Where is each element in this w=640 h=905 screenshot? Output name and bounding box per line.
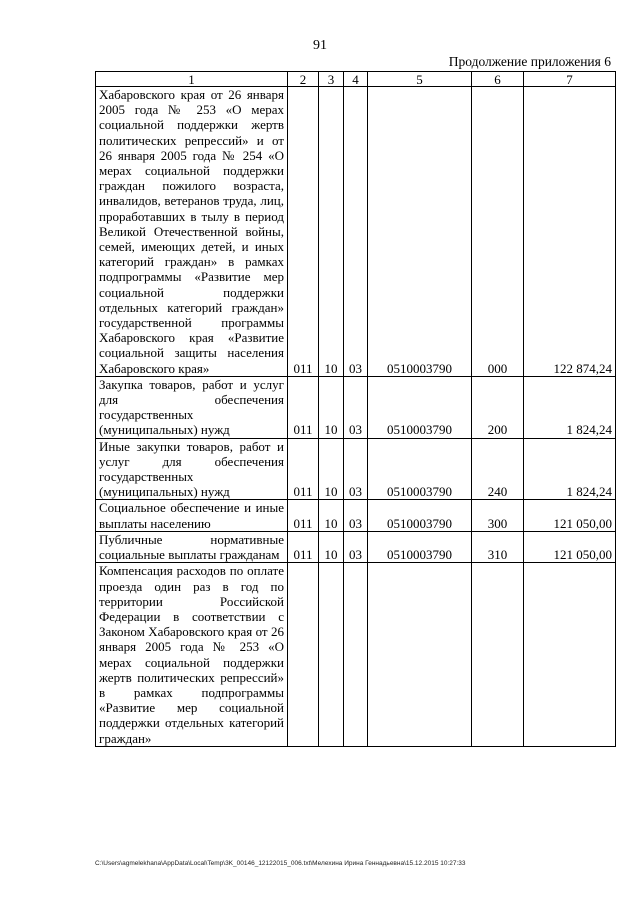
row-expense-type: 310	[472, 531, 524, 562]
row-expense-type: 000	[472, 87, 524, 377]
row-section-code: 10	[319, 500, 344, 531]
table-row	[96, 500, 616, 531]
row-expense-type: 240	[472, 438, 524, 500]
row-target-code: 0510003790	[368, 87, 472, 377]
row-amount	[524, 563, 616, 746]
row-section-code: 10	[319, 438, 344, 500]
row-ministry-code: 011	[288, 376, 319, 438]
row-target-code: 0510003790	[368, 531, 472, 562]
row-ministry-code: 011	[288, 500, 319, 531]
row-section-code	[319, 563, 344, 746]
column-header: 2	[288, 72, 319, 87]
row-amount: 1 824,24	[524, 376, 616, 438]
column-header: 7	[524, 72, 616, 87]
row-subsection-code: 03	[344, 438, 368, 500]
row-subsection-code: 03	[344, 531, 368, 562]
row-subsection-code: 03	[344, 376, 368, 438]
column-header: 1	[96, 72, 288, 87]
column-header: 3	[319, 72, 344, 87]
column-header: 4	[344, 72, 368, 87]
row-subsection-code: 03	[344, 500, 368, 531]
row-expense-type: 300	[472, 500, 524, 531]
page-number: 91	[313, 38, 327, 53]
table-row	[96, 376, 616, 438]
row-ministry-code: 011	[288, 87, 319, 377]
row-amount: 121 050,00	[524, 531, 616, 562]
row-name: Иные закупки товаров, работ и услуг для обеспечения государственных (муниципальных) нужд	[96, 438, 288, 500]
row-amount: 122 874,24	[524, 87, 616, 377]
row-subsection-code	[344, 563, 368, 746]
budget-table	[95, 71, 616, 747]
file-path-footer: C:\Users\agmelekhana\AppData\Local\Temp\3K_00146_12122015_006.txt\Мелехина Ирина Геннадьевна\15.12.2015 10:27:33	[95, 860, 466, 867]
row-ministry-code	[288, 563, 319, 746]
row-name: Хабаровского края от 26 января 2005 года № 253 «О мерах социальной поддержки жертв политических репрессий» и от 26 января 2005 года № 254 «О мерах социальной поддержки граждан пожилого возраста, инвалидов, ветеранов труда, лиц, проработавших в тылу в период Великой Отечественной войны, семей, имеющих детей, и иных категорий граждан» в рамках подпрограммы «Развитие мер социальной поддержки отдельных категорий граждан» государственной программы Хабаровского края «Развитие социальной защиты населения Хабаровского края»	[96, 87, 288, 377]
row-name: Закупка товаров, работ и услуг для обеспечения государственных (муниципальных) нужд	[96, 376, 288, 438]
row-section-code: 10	[319, 376, 344, 438]
row-subsection-code: 03	[344, 87, 368, 377]
table-header-row	[96, 72, 616, 87]
row-target-code	[368, 563, 472, 746]
table-row	[96, 563, 616, 746]
table-row	[96, 531, 616, 562]
row-expense-type: 200	[472, 376, 524, 438]
row-target-code: 0510003790	[368, 376, 472, 438]
table-row	[96, 87, 616, 377]
row-name: Компенсация расходов по оплате проезда один раз в год по территории Российской Федерации в соответствии с Законом Хабаровского края от 26 января 2005 года № 253 «О мерах социальной поддержки жертв политических репрессий» в рамках подпрограммы «Развитие мер социальной поддержки отдельных категорий граждан»	[96, 563, 288, 746]
row-section-code: 10	[319, 87, 344, 377]
row-name: Публичные нормативные социальные выплаты гражданам	[96, 531, 288, 562]
table-row	[96, 438, 616, 500]
row-ministry-code: 011	[288, 531, 319, 562]
row-ministry-code: 011	[288, 438, 319, 500]
row-expense-type	[472, 563, 524, 746]
column-header: 5	[368, 72, 472, 87]
row-section-code: 10	[319, 531, 344, 562]
row-amount: 1 824,24	[524, 438, 616, 500]
row-amount: 121 050,00	[524, 500, 616, 531]
row-target-code: 0510003790	[368, 438, 472, 500]
row-target-code: 0510003790	[368, 500, 472, 531]
column-header: 6	[472, 72, 524, 87]
appendix-continuation-label: Продолжение приложения 6	[448, 54, 611, 69]
row-name: Социальное обеспечение и иные выплаты населению	[96, 500, 288, 531]
